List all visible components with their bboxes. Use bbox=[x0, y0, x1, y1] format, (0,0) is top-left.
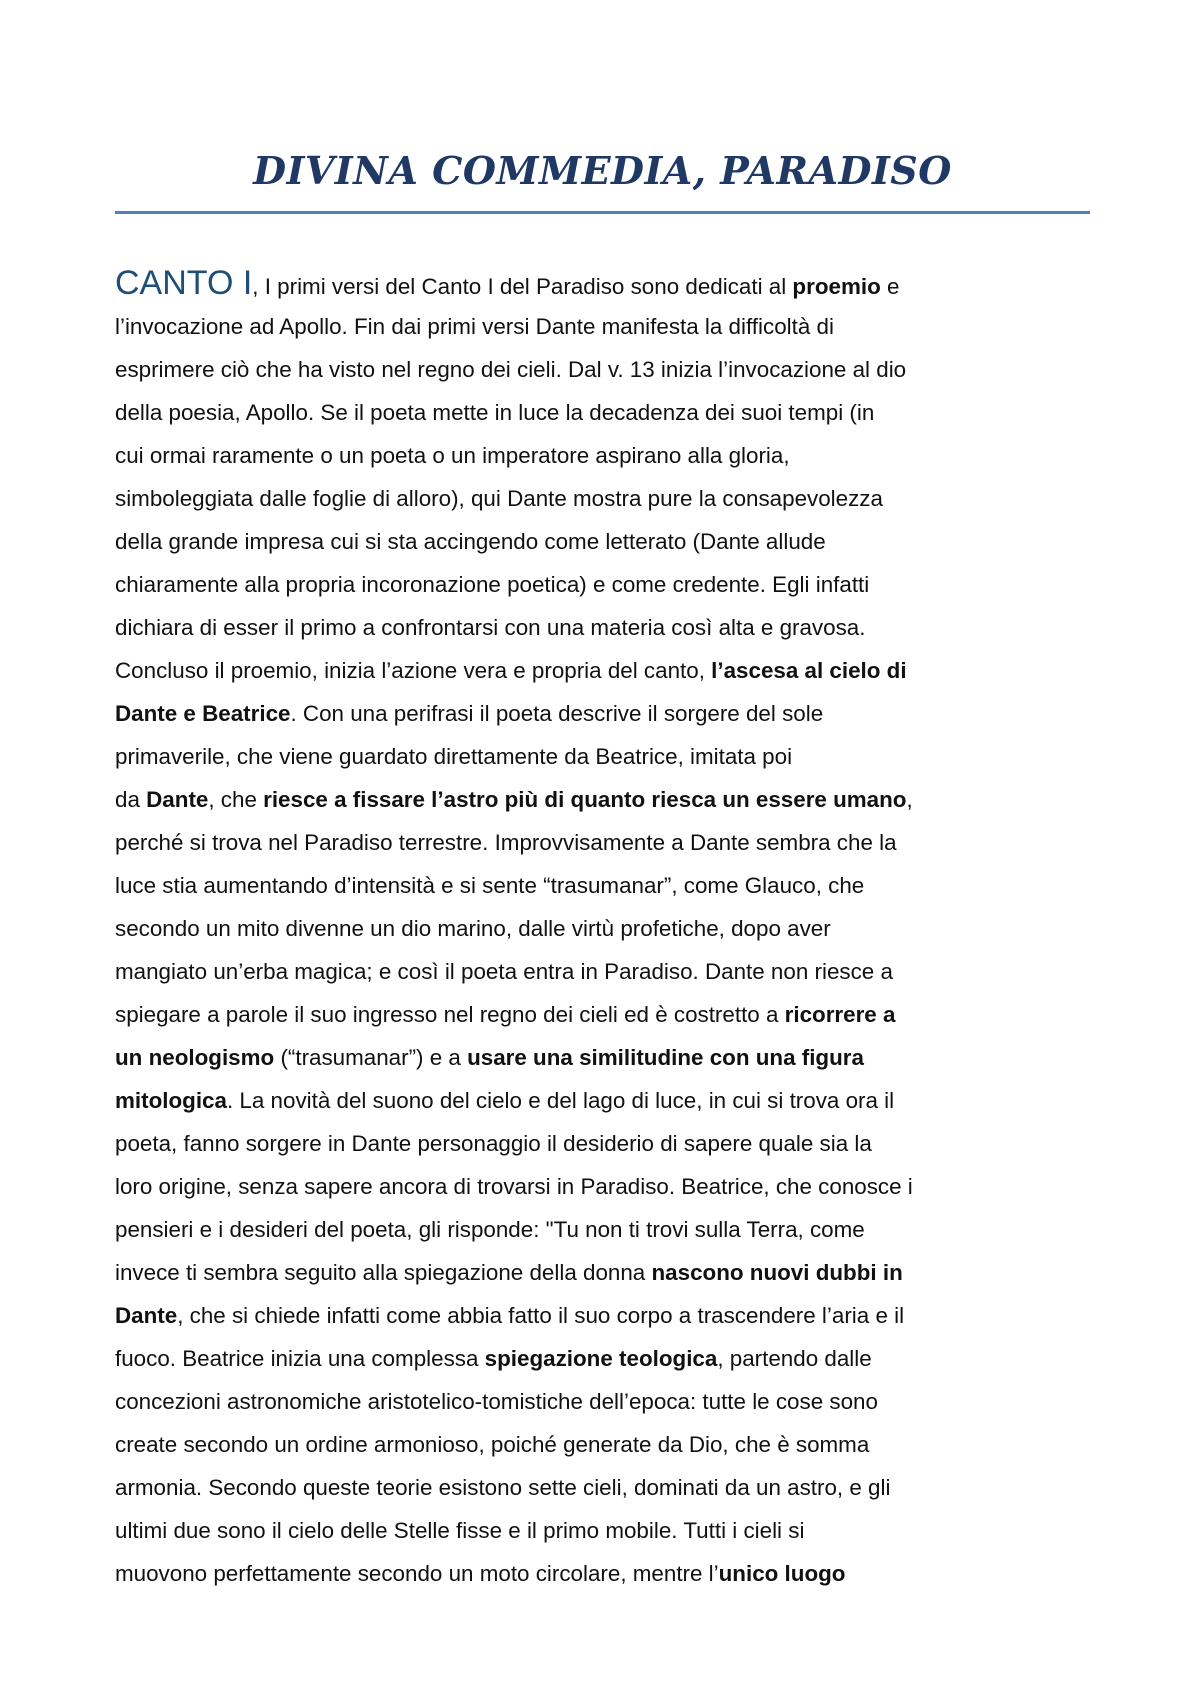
text-line bbox=[115, 1423, 1100, 1466]
text-line bbox=[115, 1208, 1100, 1251]
text-run: secondo un mito divenne un dio marino, dalle virtù profetiche, dopo aver bbox=[115, 916, 831, 941]
bold-text: ricorrere a bbox=[784, 1002, 896, 1027]
text-line bbox=[115, 348, 1100, 391]
text-run: da bbox=[115, 787, 147, 812]
text-line bbox=[115, 1337, 1100, 1380]
text-line bbox=[115, 434, 1100, 477]
text-run: , bbox=[906, 787, 913, 812]
text-run: della grande impresa cui si sta accingendo come letterato (Dante allude bbox=[115, 529, 826, 554]
bold-text: l’ascesa al cielo di bbox=[711, 658, 907, 683]
text-line bbox=[115, 1122, 1100, 1165]
bold-text: proemio bbox=[792, 274, 881, 299]
text-line bbox=[115, 1380, 1100, 1423]
text-run: chiaramente alla propria incoronazione poetica) e come credente. Egli infatti bbox=[115, 572, 870, 597]
text-run: spiegare a parole il suo ingresso nel regno dei cieli ed è costretto a bbox=[115, 1002, 785, 1027]
text-line bbox=[115, 692, 1100, 735]
text-line bbox=[115, 1509, 1100, 1552]
text-line bbox=[115, 950, 1100, 993]
text-run: invece ti sembra seguito alla spiegazione della donna bbox=[115, 1260, 652, 1285]
title-underline bbox=[115, 211, 1090, 214]
bold-text: unico luogo bbox=[718, 1561, 846, 1586]
text-line bbox=[115, 649, 1100, 692]
text-run: , che si chiede infatti come abbia fatto il suo corpo a trascendere l’aria e il bbox=[177, 1303, 905, 1328]
text-run: loro origine, senza sapere ancora di trovarsi in Paradiso. Beatrice, che conosce i bbox=[115, 1174, 913, 1199]
text-run: . Con una perifrasi il poeta descrive il sorgere del sole bbox=[290, 701, 824, 726]
text-run: . La novità del suono del cielo e del lago di luce, in cui si trova ora il bbox=[226, 1088, 895, 1113]
text-run: pensieri e i desideri del poeta, gli risponde: "Tu non ti trovi sulla Terra, come bbox=[115, 1217, 865, 1242]
text-line bbox=[115, 1466, 1100, 1509]
text-line bbox=[115, 305, 1100, 348]
canto-paragraph bbox=[115, 262, 1100, 1595]
text-run: e bbox=[880, 274, 900, 299]
text-line bbox=[115, 1036, 1100, 1079]
bold-text: Dante bbox=[115, 1303, 178, 1328]
text-line bbox=[115, 735, 1100, 778]
text-run: dichiara di esser il primo a confrontarsi con una materia così alta e gravosa. bbox=[115, 615, 866, 640]
text-run: poeta, fanno sorgere in Dante personaggio il desiderio di sapere quale sia la bbox=[115, 1131, 872, 1156]
bold-text: Dante e Beatrice bbox=[115, 701, 291, 726]
text-run: mangiato un’erba magica; e così il poeta entra in Paradiso. Dante non riesce a bbox=[115, 959, 893, 984]
text-run: perché si trova nel Paradiso terrestre. Improvvisamente a Dante sembra che la bbox=[115, 830, 897, 855]
bold-text: un neologismo bbox=[115, 1045, 275, 1070]
text-line bbox=[115, 778, 1100, 821]
text-run: , partendo dalle bbox=[717, 1346, 872, 1371]
text-run: ultimi due sono il cielo delle Stelle fisse e il primo mobile. Tutti i cieli si bbox=[115, 1518, 805, 1543]
text-run: l’invocazione ad Apollo. Fin dai primi versi Dante manifesta la difficoltà di bbox=[115, 314, 834, 339]
text-run: cui ormai raramente o un poeta o un imperatore aspirano alla gloria, bbox=[115, 443, 790, 468]
text-run: luce stia aumentando d’intensità e si sente “trasumanar”, come Glauco, che bbox=[115, 873, 865, 898]
bold-text: mitologica bbox=[115, 1088, 227, 1113]
text-run: concezioni astronomiche aristotelico-tomistiche dell’epoca: tutte le cose sono bbox=[115, 1389, 878, 1414]
bold-text: riesce a fissare l’astro più di quanto riesca un essere umano bbox=[263, 787, 907, 812]
text-line bbox=[115, 262, 1100, 305]
text-run: primaverile, che viene guardato direttamente da Beatrice, imitata poi bbox=[115, 744, 793, 769]
bold-text: nascono nuovi dubbi in bbox=[651, 1260, 903, 1285]
text-line bbox=[115, 563, 1100, 606]
text-line bbox=[115, 993, 1100, 1036]
text-run: della poesia, Apollo. Se il poeta mette in luce la decadenza dei suoi tempi (in bbox=[115, 400, 875, 425]
document-title: DIVINA COMMEDIA, PARADISO bbox=[253, 148, 952, 193]
text-run: fuoco. Beatrice inizia una complessa bbox=[115, 1346, 485, 1371]
bold-text: usare una similitudine con una figura bbox=[467, 1045, 864, 1070]
text-line bbox=[115, 606, 1100, 649]
section-heading: CANTO I bbox=[115, 264, 253, 302]
bold-text: Dante bbox=[146, 787, 209, 812]
text-run: , I primi versi del Canto I del Paradiso sono dedicati al bbox=[252, 274, 793, 299]
text-run: Concluso il proemio, inizia l’azione vera e propria del canto, bbox=[115, 658, 712, 683]
bold-text: spiegazione teologica bbox=[484, 1346, 718, 1371]
text-line bbox=[115, 477, 1100, 520]
text-line bbox=[115, 1079, 1100, 1122]
text-line bbox=[115, 821, 1100, 864]
text-line bbox=[115, 391, 1100, 434]
text-run: simboleggiata dalle foglie di alloro), qui Dante mostra pure la consapevolezza bbox=[115, 486, 883, 511]
text-line bbox=[115, 1251, 1100, 1294]
text-run: armonia. Secondo queste teorie esistono sette cieli, dominati da un astro, e gli bbox=[115, 1475, 891, 1500]
text-line bbox=[115, 907, 1100, 950]
text-line bbox=[115, 1165, 1100, 1208]
text-line bbox=[115, 520, 1100, 563]
text-run: muovono perfettamente secondo un moto circolare, mentre l’ bbox=[115, 1561, 719, 1586]
text-line bbox=[115, 864, 1100, 907]
text-line bbox=[115, 1294, 1100, 1337]
text-run: esprimere ciò che ha visto nel regno dei cieli. Dal v. 13 inizia l’invocazione al dio bbox=[115, 357, 907, 382]
text-run: create secondo un ordine armonioso, poiché generate da Dio, che è somma bbox=[115, 1432, 870, 1457]
text-run: , che bbox=[208, 787, 264, 812]
text-line bbox=[115, 1552, 1100, 1595]
text-run: (“trasumanar”) e a bbox=[274, 1045, 468, 1070]
